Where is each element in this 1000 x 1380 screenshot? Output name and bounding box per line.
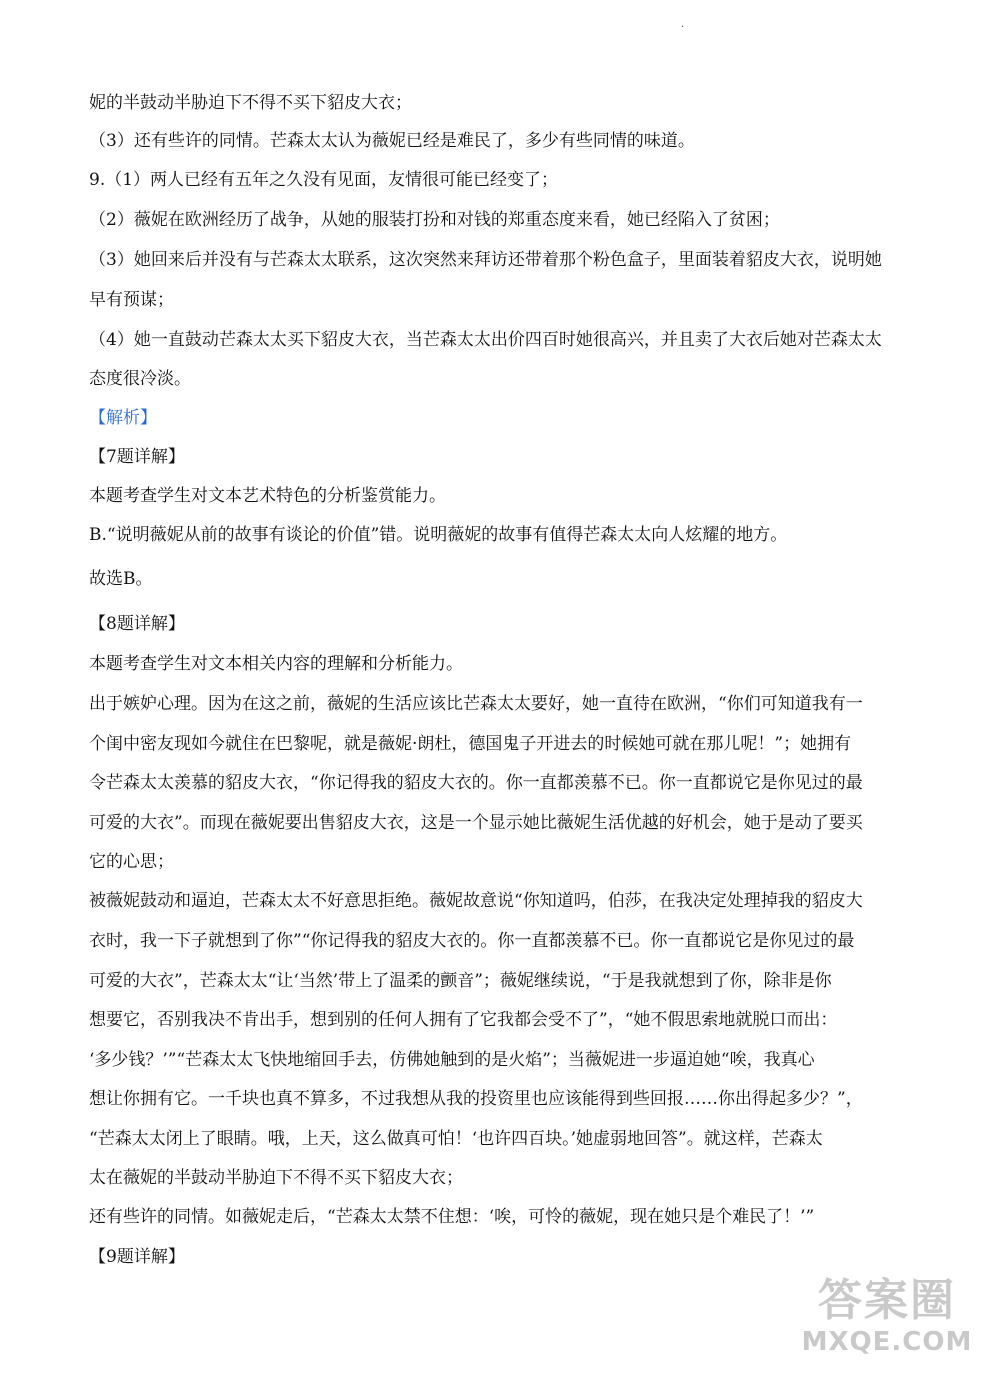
text-line: （3）还有些许的同情。芒森太太认为薇妮已经是难民了，多少有些同情的味道。: [89, 131, 695, 151]
text-line: 9.（1）两人已经有五年之久没有见面，友情很可能已经变了；: [89, 170, 559, 190]
section-heading: 【8题详解】: [89, 614, 185, 634]
text-line: 妮的半鼓动半胁迫下不得不买下貂皮大衣；: [89, 93, 412, 113]
text-line: 令芒森太太羡慕的貂皮大衣，“你记得我的貂皮大衣的。你一直都羡慕不已。你一直都说它是你见过的最: [89, 773, 863, 793]
text-line: 想让你拥有它。一千块也真不算多，不过我想从我的投资里也应该能得到些回报……你出得起多少？”，: [89, 1089, 863, 1109]
section-heading: 【7题详解】: [89, 447, 185, 467]
text-line: 早有预谋；: [89, 290, 174, 310]
text-line: （3）她回来后并没有与芒森太太联系，这次突然来拜访还带着那个粉色盒子，里面装着貂皮大衣，说明她: [89, 250, 882, 270]
text-line: （4）她一直鼓动芒森太太买下貂皮大衣，当芒森太太出价四百时她很高兴，并且卖了大衣后她对芒森太太: [89, 330, 882, 350]
text-line: 还有些许的同情。如薇妮走后，“芒森太太禁不住想：‘唉，可怜的薇妮，现在她只是个难民了！’”: [89, 1207, 815, 1227]
text-line: 可爱的大衣”，芒森太太“让‘当然’带上了温柔的颤音”；薇妮继续说，“于是我就想到了你，除非是你: [89, 971, 832, 991]
stray-dot: ·: [681, 22, 685, 33]
text-line: 衣时，我一下子就想到了你”“你记得我的貂皮大衣的。你一直都羡慕不已。你一直都说它是你见过的最: [89, 931, 855, 951]
text-line: 太在薇妮的半鼓动半胁迫下不得不买下貂皮大衣；: [89, 1168, 463, 1188]
section-heading: 【9题详解】: [89, 1247, 185, 1267]
watermark-title: 答案圈: [818, 1275, 956, 1326]
text-line: 可爱的大衣”。而现在薇妮要出售貂皮大衣，这是一个显示她比薇妮生活优越的好机会，她于是动了要买: [89, 813, 863, 833]
analysis-tag: 【解析】: [89, 408, 157, 428]
text-line: 故选B。: [89, 569, 153, 589]
text-line: 它的心思；: [89, 852, 174, 872]
text-line: 被薇妮鼓动和逼迫，芒森太太不好意思拒绝。薇妮故意说“你知道吗，伯莎，在我决定处理掉我的貂皮大: [89, 891, 863, 911]
text-line: “芒森太太闭上了眼睛。哦，上天，这么做真可怕！‘也许四百块。’她虚弱地回答”。就这样，芒森太: [89, 1129, 823, 1149]
text-line: 本题考查学生对文本相关内容的理解和分析能力。: [89, 654, 463, 674]
watermark-logo: [792, 1276, 982, 1366]
text-line: ‘多少钱？’”“芒森太太飞快地缩回手去，仿佛她触到的是火焰”；当薇妮进一步逼迫她“唉，我真心: [89, 1050, 815, 1070]
text-line: 想要它，否别我决不肯出手，想到别的任何人拥有了它我都会受不了”，“她不假思索地就脱口而出：: [89, 1010, 838, 1030]
text-line: （2）薇妮在欧洲经历了战争，从她的服装打扮和对钱的郑重态度来看，她已经陷入了贫困；: [89, 210, 780, 230]
text-line: 出于嫉妒心理。因为在这之前，薇妮的生活应该比芒森太太要好，她一直待在欧洲，“你们可知道我有一: [89, 694, 863, 714]
text-line: 个闺中密友现如今就住在巴黎呢，就是薇妮·朗杜，德国鬼子开进去的时候她可就在那儿呢！”；她拥有: [89, 734, 852, 754]
text-line: B.“说明薇妮从前的故事有谈论的价值”错。说明薇妮的故事有值得芒森太太向人炫耀的地方。: [89, 525, 788, 545]
watermark-domain: MXQE.COM: [801, 1327, 973, 1357]
text-line: 本题考查学生对文本艺术特色的分析鉴赏能力。: [89, 486, 446, 506]
text-line: 态度很冷淡。: [89, 369, 191, 389]
